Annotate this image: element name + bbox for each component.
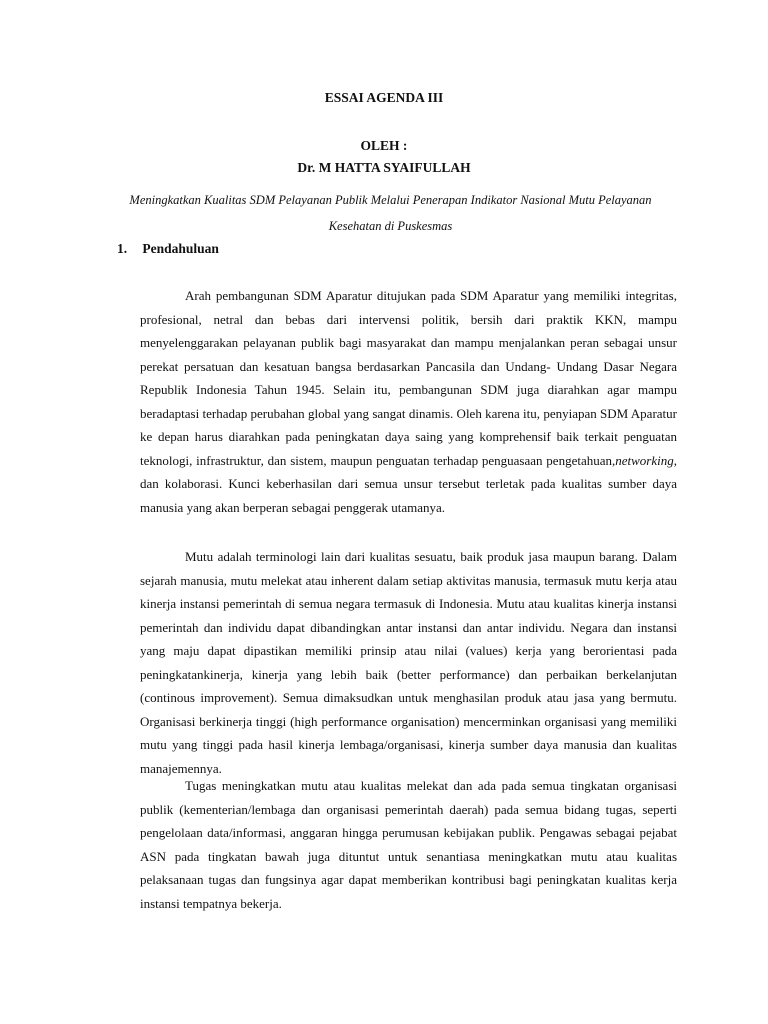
document-title: ESSAI AGENDA III	[324, 90, 444, 105]
paragraph-2: Mutu adalah terminologi lain dari kualitas sesuatu, baik produk jasa maupun barang. Dalam sejarah manusia, mutu melekat atau inherent dalam setiap aktivitas manusia, termasuk mutu kerja atau kinerja instansi pemerintah di semua negara termasuk di Indonesia. Mutu atau kualitas kinerja instansi pemerintah dan individu dapat dibandingkan antar instansi dan antar individu. Negara dan instansi yang maju dapat dipastikan memiliki prinsip atau nilai (values) kerja yang berorientasi pada peningkatankinerja, kinerja yang lebih baik (better performance) dan perbaikan berkelanjutan (continous improvement). Semua dimaksudkan untuk menghasilan produk atau jasa yang bermutu. Organisasi berkinerja tinggi (high performance organisation) mencerminkan organisasi yang memiliki mutu yang tinggi pada hasil kinerja lembaga/organisasi, kinerja sumber daya manusia dan kualitas manajemennya.	[140, 549, 677, 776]
section-heading	[117, 241, 219, 257]
oleh-label: OLEH :	[360, 138, 408, 153]
paragraph-1-text-b: , dan kolaborasi. Kunci keberhasilan dari semua unsur tersebut terletak pada kualitas sumber daya manusia yang akan berperan sebagai penggerak utamanya.	[140, 452, 677, 515]
author-name: Dr. M HATTA SYAIFULLAH	[297, 160, 471, 175]
paragraph-3: Tugas meningkatkan mutu atau kualitas melekat dan ada pada semua tingkatan organisasi publik (kementerian/lembaga dan organisasi pemerintah daerah) pada semua bidang tugas, seperti pengelolaan data/informasi, anggaran hingga perumusan kebijakan publik. Pengawas sebagai pejabat ASN pada tingkatan bawah juga dituntut untuk senantiasa meningkatkan mutu atau kualitas pelaksanaan tugas dan fungsinya agar dapat memberikan kontribusi bagi peningkatan kualitas kerja instansi tempatnya bekerja.	[140, 778, 677, 911]
paragraph-1-text-a: Arah pembangunan SDM Aparatur ditujukan pada SDM Aparatur yang memiliki integritas, profesional, netral dan bebas dari intervensi politik, bersih dari praktik KKN, mampu menyelenggarakan pelayanan publik bagi masyarakat dan mampu menjalankan peran sebagai unsur perekat persatuan dan kesatuan bangsa berdasarkan Pancasila dan Undang- Undang Dasar Negara Republik Indonesia Tahun 1945. Selain itu, pembangunan SDM juga diarahkan agar mampu beradaptasi terhadap perubahan global yang sangat dinamis. Oleh karena itu, penyiapan SDM Aparatur ke depan harus diarahkan pada peningkatan daya saing yang komprehensif baik terkait penguatan teknologi, infrastruktur, dan sistem, maupun penguatan terhadap penguasaan pengetahuan,	[140, 288, 677, 468]
paragraph-1	[140, 284, 677, 519]
section-title: Pendahuluan	[142, 241, 219, 256]
section-number: 1.	[117, 241, 128, 256]
paragraph-1-italic: networking	[615, 452, 674, 468]
document-subtitle: Meningkatkan Kualitas SDM Pelayanan Publik Melalui Penerapan Indikator Nasional Mutu Pelayanan Kesehatan di Puskesmas	[129, 193, 652, 233]
